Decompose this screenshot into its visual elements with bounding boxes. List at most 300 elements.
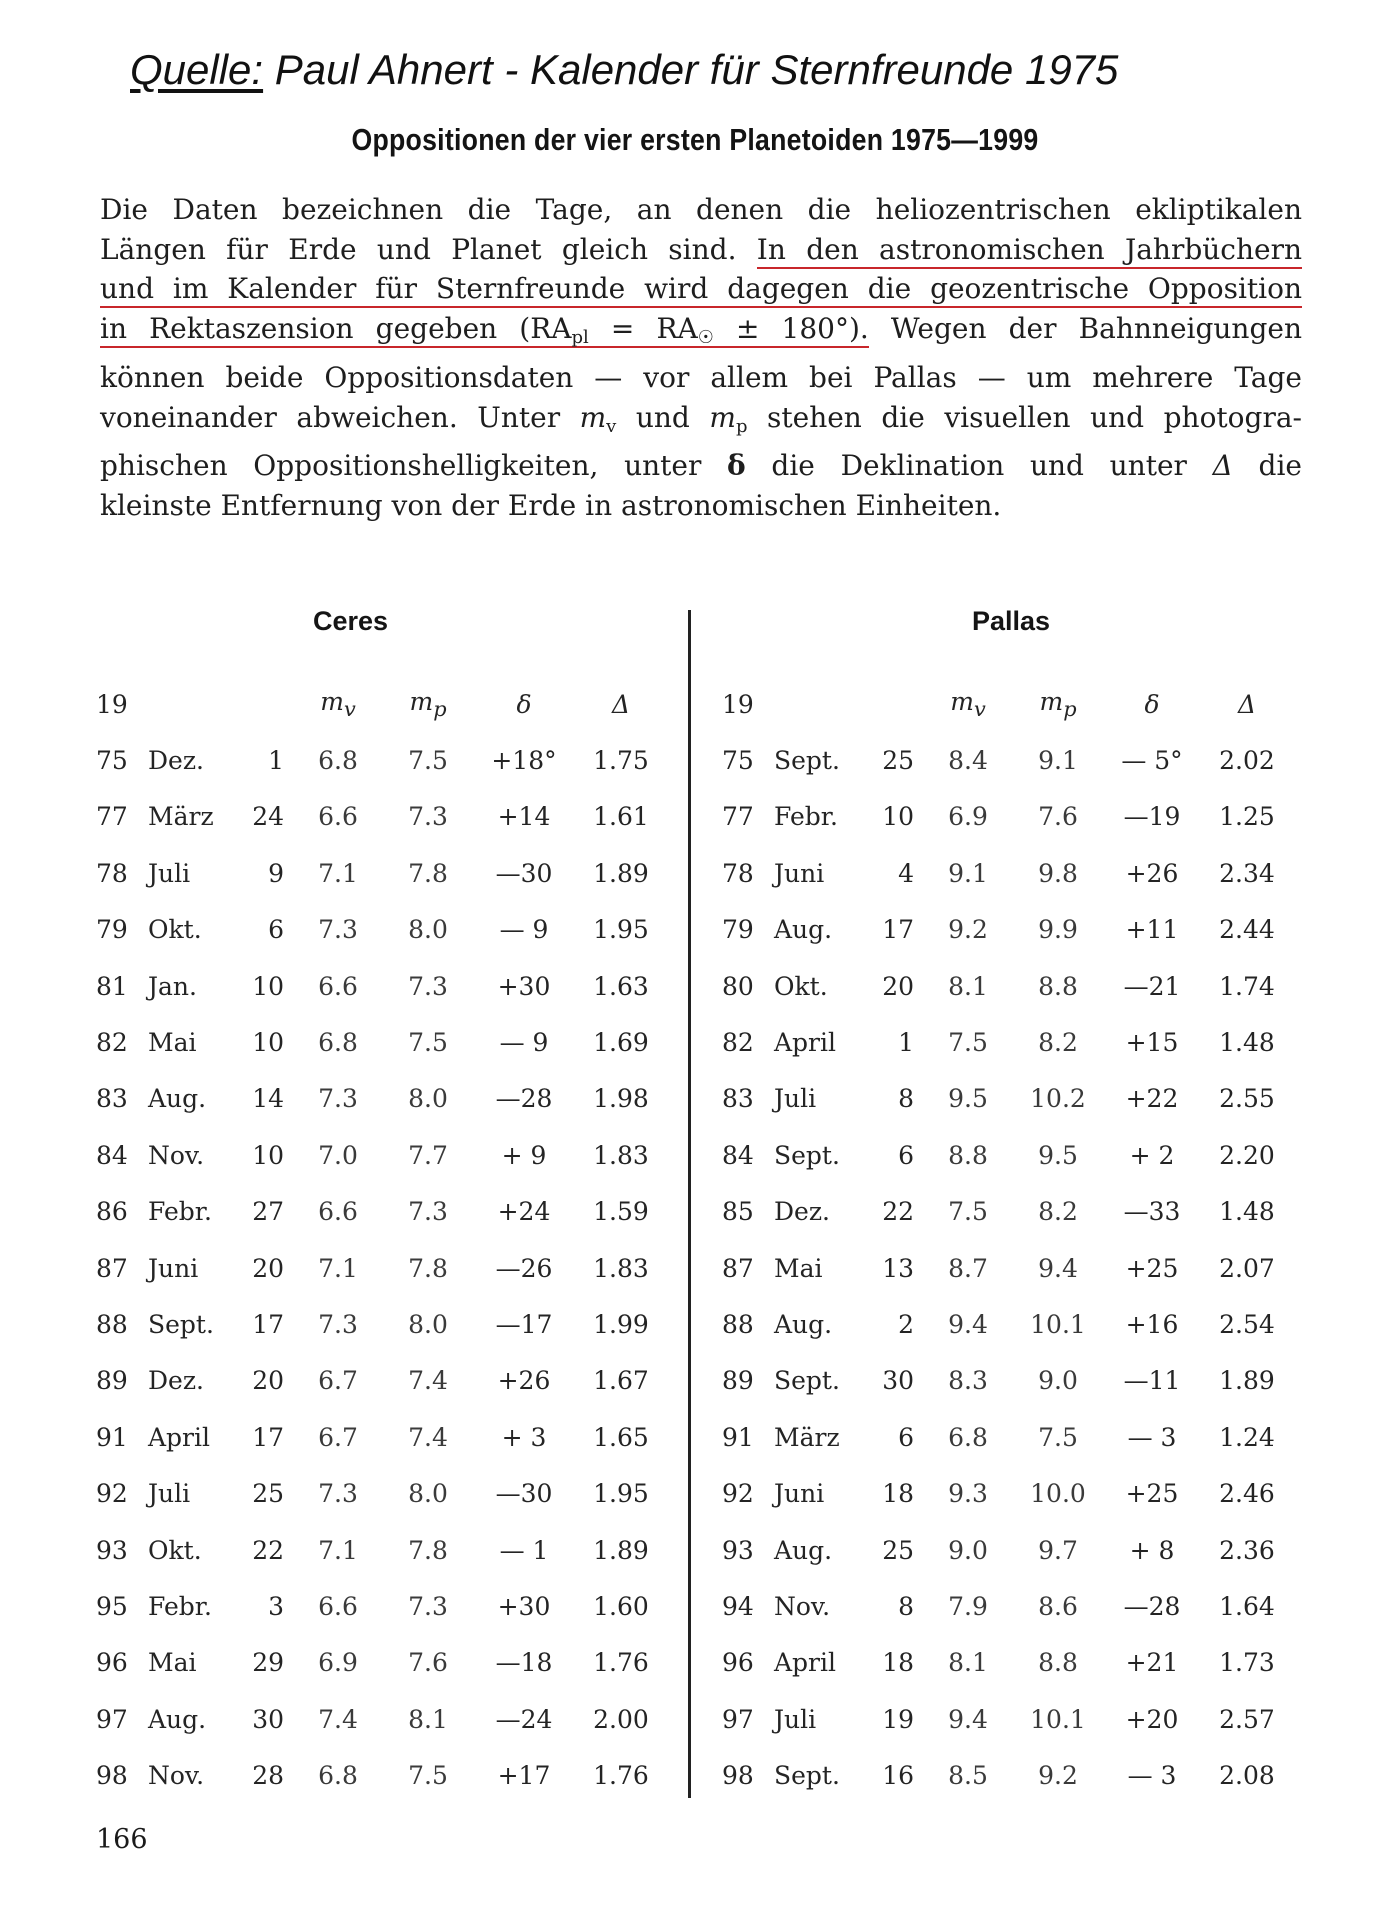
mp-cell: 8.0: [408, 1309, 448, 1339]
distance-cell: 2.02: [1219, 746, 1275, 776]
century-header: 19: [96, 689, 128, 719]
declination-cell: +17: [497, 1761, 551, 1791]
month-cell: Febr.: [774, 802, 838, 832]
table-row: [96, 1127, 666, 1183]
month-cell: Aug.: [148, 1704, 207, 1734]
intro-line: [100, 230, 1302, 270]
mv-header: $m_v$: [320, 687, 356, 722]
month-cell: April: [148, 1422, 210, 1452]
declination-cell: —26: [495, 1253, 553, 1283]
source-label: Quelle:: [130, 46, 264, 93]
distance-cell: 1.60: [593, 1591, 649, 1621]
distance-cell: 1.95: [593, 1479, 649, 1509]
distance-cell: 1.89: [1219, 1366, 1275, 1396]
year-cell: 83: [722, 1084, 754, 1114]
mp-cell: 9.0: [1038, 1366, 1078, 1396]
month-cell: Aug.: [774, 915, 833, 945]
mp-cell: 10.0: [1030, 1479, 1086, 1509]
declination-cell: +26: [497, 1366, 551, 1396]
mv-cell: 8.3: [948, 1366, 988, 1396]
month-cell: Sept.: [774, 1140, 840, 1170]
table-row: [96, 1184, 666, 1240]
intro-line: kleinste Entfernung von der Erde in astronomischen Einheiten.: [100, 488, 1002, 522]
table-row: [722, 1127, 1292, 1183]
intro-line: [100, 398, 1302, 447]
table-row: [96, 1522, 666, 1578]
intro-text: Längen für Erde und Planet gleich sind.: [100, 232, 737, 266]
month-cell: Okt.: [774, 971, 828, 1001]
table-row: [722, 845, 1292, 901]
symbol-mp: m: [709, 400, 736, 434]
year-cell: 87: [722, 1253, 754, 1283]
subscript: p: [735, 415, 748, 437]
page-number: 166: [96, 1824, 148, 1855]
distance-cell: 2.07: [1219, 1253, 1275, 1283]
pallas-header-row: [722, 676, 1292, 732]
mp-header: $m_p$: [409, 687, 447, 722]
day-cell: 22: [252, 1535, 284, 1565]
mv-cell: 8.7: [948, 1253, 988, 1283]
year-cell: 98: [96, 1761, 128, 1791]
page-title: Oppositionen der vier ersten Planetoiden 1975—1999: [351, 122, 1039, 157]
year-cell: 95: [96, 1591, 128, 1621]
year-cell: 82: [722, 1028, 754, 1058]
year-cell: 96: [96, 1648, 128, 1678]
table-row: [96, 958, 666, 1014]
month-cell: Jan.: [148, 971, 197, 1001]
mp-cell: 9.5: [1038, 1140, 1078, 1170]
day-cell: 3: [268, 1591, 284, 1621]
declination-cell: —11: [1123, 1366, 1181, 1396]
year-cell: 92: [722, 1479, 754, 1509]
year-cell: 84: [96, 1140, 128, 1170]
day-cell: 17: [252, 1422, 284, 1452]
mp-cell: 10.1: [1030, 1704, 1086, 1734]
month-cell: Nov.: [774, 1591, 831, 1621]
month-cell: Febr.: [148, 1197, 212, 1227]
mp-cell: 7.4: [408, 1366, 448, 1396]
intro-line: [100, 269, 1302, 309]
intro-text: und: [616, 400, 710, 434]
mp-cell: 8.0: [408, 915, 448, 945]
table-row: [96, 732, 666, 788]
mp-cell: 8.8: [1038, 971, 1078, 1001]
mp-cell: 10.1: [1030, 1309, 1086, 1339]
declination-cell: — 9: [499, 915, 549, 945]
year-cell: 88: [722, 1309, 754, 1339]
year-cell: 92: [96, 1479, 128, 1509]
declination-cell: +14: [497, 802, 551, 832]
symbol-mv: m: [579, 400, 607, 434]
mp-cell: 7.3: [408, 971, 448, 1001]
distance-cell: 2.57: [1219, 1704, 1275, 1734]
declination-cell: +25: [1125, 1479, 1179, 1509]
day-cell: 22: [882, 1197, 914, 1227]
table-row: [96, 845, 666, 901]
mv-cell: 8.8: [948, 1140, 988, 1170]
intro-text: in Rektaszension gegeben (RA: [100, 312, 572, 346]
mv-cell: 6.7: [318, 1422, 358, 1452]
day-cell: 27: [252, 1197, 284, 1227]
mv-cell: 9.5: [948, 1084, 988, 1114]
day-cell: 10: [252, 1140, 284, 1170]
day-cell: 18: [882, 1648, 914, 1678]
month-cell: Sept.: [148, 1309, 214, 1339]
year-cell: 84: [722, 1140, 754, 1170]
table-row: [722, 1635, 1292, 1691]
day-cell: 25: [882, 1535, 914, 1565]
year-cell: 89: [96, 1366, 128, 1396]
month-cell: Juli: [774, 1084, 817, 1114]
day-cell: 6: [898, 1140, 914, 1170]
intro-text: stehen die visuellen und photogra-: [747, 400, 1303, 434]
day-cell: 18: [882, 1479, 914, 1509]
distance-cell: 2.46: [1219, 1479, 1275, 1509]
mp-cell: 7.3: [408, 802, 448, 832]
distance-cell: 1.67: [593, 1366, 649, 1396]
year-cell: 86: [96, 1197, 128, 1227]
mp-cell: 8.2: [1038, 1197, 1078, 1227]
intro-text: phischen Oppositionshelligkeiten, unter: [100, 449, 728, 483]
mv-cell: 7.4: [318, 1704, 358, 1734]
mv-cell: 6.8: [318, 1761, 358, 1791]
day-cell: 16: [882, 1761, 914, 1791]
mv-cell: 9.4: [948, 1704, 988, 1734]
declination-cell: +18°: [491, 746, 557, 776]
declination-cell: +20: [1125, 1704, 1179, 1734]
table-row: [96, 1240, 666, 1296]
ceres-table: [96, 676, 666, 1804]
table-row: [96, 1465, 666, 1521]
mv-cell: 9.2: [948, 915, 988, 945]
declination-cell: — 3: [1127, 1761, 1177, 1791]
month-cell: April: [774, 1028, 836, 1058]
day-cell: 19: [882, 1704, 914, 1734]
month-cell: Juni: [774, 1479, 825, 1509]
month-cell: Febr.: [148, 1591, 212, 1621]
day-cell: 17: [252, 1309, 284, 1339]
day-cell: 29: [252, 1648, 284, 1678]
table-row: [722, 1691, 1292, 1747]
table-row: [96, 902, 666, 958]
year-cell: 93: [722, 1535, 754, 1565]
year-cell: 89: [722, 1366, 754, 1396]
mv-cell: 7.5: [948, 1197, 988, 1227]
year-cell: 97: [96, 1704, 128, 1734]
month-cell: Okt.: [148, 915, 202, 945]
month-cell: Nov.: [148, 1761, 205, 1791]
month-cell: Mai: [148, 1028, 197, 1058]
mp-cell: 7.5: [408, 746, 448, 776]
declination-cell: — 3: [1127, 1422, 1177, 1452]
symbol-delta: δ: [727, 449, 746, 483]
day-cell: 30: [882, 1366, 914, 1396]
source-citation: [130, 46, 1118, 94]
mp-cell: 8.6: [1038, 1591, 1078, 1621]
mp-cell: 7.6: [408, 1648, 448, 1678]
day-cell: 17: [882, 915, 914, 945]
mp-cell: 7.5: [408, 1028, 448, 1058]
table-row: [722, 1014, 1292, 1070]
mp-cell: 9.2: [1038, 1761, 1078, 1791]
mv-cell: 9.0: [948, 1535, 988, 1565]
declination-cell: — 1: [499, 1535, 549, 1565]
mv-cell: 6.9: [318, 1648, 358, 1678]
underlined-text: [100, 312, 869, 348]
table-row: [722, 1409, 1292, 1465]
month-cell: Aug.: [148, 1084, 207, 1114]
mv-cell: 8.5: [948, 1761, 988, 1791]
distance-cell: 1.64: [1219, 1591, 1275, 1621]
table-row: [96, 1747, 666, 1803]
year-cell: 78: [96, 858, 128, 888]
delta-header: δ: [516, 689, 532, 719]
table-row: [96, 1578, 666, 1634]
distance-cell: 1.89: [593, 858, 649, 888]
mv-cell: 9.1: [948, 858, 988, 888]
subscript: v: [606, 415, 617, 437]
mp-cell: 7.8: [408, 1253, 448, 1283]
table-row: [96, 789, 666, 845]
mv-cell: 7.5: [948, 1028, 988, 1058]
day-cell: 10: [252, 1028, 284, 1058]
mv-cell: 8.1: [948, 971, 988, 1001]
table-row: [96, 1409, 666, 1465]
year-cell: 77: [96, 802, 128, 832]
mv-cell: 8.4: [948, 746, 988, 776]
symbol-Delta: Δ: [1212, 449, 1233, 483]
day-cell: 24: [252, 802, 284, 832]
mv-cell: 6.8: [318, 746, 358, 776]
mp-cell: 10.2: [1030, 1084, 1086, 1114]
table-row: [96, 1071, 666, 1127]
intro-line: [100, 446, 1302, 486]
month-cell: Sept.: [774, 746, 840, 776]
year-cell: 93: [96, 1535, 128, 1565]
declination-cell: +30: [497, 1591, 551, 1621]
distance-cell: 1.76: [593, 1648, 649, 1678]
month-cell: Juni: [148, 1253, 199, 1283]
mp-cell: 9.7: [1038, 1535, 1078, 1565]
month-cell: Juli: [148, 858, 191, 888]
mv-cell: 6.6: [318, 971, 358, 1001]
day-cell: 2: [898, 1309, 914, 1339]
mp-cell: 7.3: [408, 1197, 448, 1227]
month-cell: März: [774, 1422, 840, 1452]
declination-cell: + 8: [1129, 1535, 1175, 1565]
month-cell: Aug.: [774, 1535, 833, 1565]
month-cell: März: [148, 802, 214, 832]
declination-cell: +26: [1125, 858, 1179, 888]
mp-cell: 8.0: [408, 1084, 448, 1114]
day-cell: 1: [268, 746, 284, 776]
mp-cell: 8.0: [408, 1479, 448, 1509]
mp-cell: 7.7: [408, 1140, 448, 1170]
table-row: [722, 1071, 1292, 1127]
mv-cell: 9.4: [948, 1309, 988, 1339]
pallas-title: Pallas: [972, 606, 1051, 636]
day-cell: 25: [252, 1479, 284, 1509]
table-row: [96, 1635, 666, 1691]
century-header: 19: [722, 689, 754, 719]
year-cell: 83: [96, 1084, 128, 1114]
declination-cell: + 2: [1129, 1140, 1175, 1170]
month-cell: Sept.: [774, 1366, 840, 1396]
intro-text: die: [1232, 449, 1302, 483]
mv-cell: 7.9: [948, 1591, 988, 1621]
declination-cell: —19: [1123, 802, 1181, 832]
distance-cell: 1.83: [593, 1140, 649, 1170]
month-cell: Mai: [774, 1253, 823, 1283]
distance-cell: 1.25: [1219, 802, 1275, 832]
pallas-table: [722, 676, 1292, 1804]
day-cell: 4: [898, 858, 914, 888]
month-cell: Dez.: [148, 746, 204, 776]
mp-cell: 9.4: [1038, 1253, 1078, 1283]
mp-cell: 7.3: [408, 1591, 448, 1621]
year-cell: 87: [96, 1253, 128, 1283]
mv-cell: 6.6: [318, 802, 358, 832]
declination-cell: — 5°: [1121, 746, 1183, 776]
day-cell: 13: [882, 1253, 914, 1283]
mp-cell: 9.8: [1038, 858, 1078, 888]
mp-cell: 9.9: [1038, 915, 1078, 945]
ceres-header-row: [96, 676, 666, 732]
mp-cell: 7.8: [408, 1535, 448, 1565]
distance-cell: 1.98: [593, 1084, 649, 1114]
month-cell: Dez.: [148, 1366, 204, 1396]
subscript: pl: [571, 327, 589, 349]
distance-cell: 1.24: [1219, 1422, 1275, 1452]
distance-cell: 2.20: [1219, 1140, 1275, 1170]
distance-cell: 1.95: [593, 915, 649, 945]
declination-cell: +25: [1125, 1253, 1179, 1283]
year-cell: 75: [96, 746, 128, 776]
table-row: [722, 1240, 1292, 1296]
declination-cell: +15: [1125, 1028, 1179, 1058]
declination-cell: + 9: [501, 1140, 547, 1170]
year-cell: 77: [722, 802, 754, 832]
year-cell: 88: [96, 1309, 128, 1339]
year-cell: 97: [722, 1704, 754, 1734]
mv-cell: 7.1: [318, 1253, 358, 1283]
day-cell: 20: [252, 1253, 284, 1283]
mp-cell: 9.1: [1038, 746, 1078, 776]
mv-cell: 7.0: [318, 1140, 358, 1170]
distance-cell: 2.34: [1219, 858, 1275, 888]
mp-header: $m_p$: [1039, 687, 1077, 722]
declination-cell: —33: [1123, 1197, 1181, 1227]
day-cell: 6: [268, 915, 284, 945]
intro-text: = RA: [588, 312, 698, 346]
mv-header: $m_v$: [950, 687, 986, 722]
declination-cell: —17: [495, 1309, 553, 1339]
table-row: [96, 1014, 666, 1070]
table-row: [96, 1691, 666, 1747]
month-cell: Nov.: [148, 1140, 205, 1170]
declination-cell: —28: [1123, 1591, 1181, 1621]
distance-cell: 1.74: [1219, 971, 1275, 1001]
ceres-title: Ceres: [313, 606, 389, 636]
intro-text: ± 180°).: [713, 312, 869, 346]
distance-cell: 1.69: [593, 1028, 649, 1058]
declination-cell: —30: [495, 858, 553, 888]
distance-cell: 1.99: [593, 1309, 649, 1339]
mv-cell: 7.3: [318, 1479, 358, 1509]
distance-cell: 2.08: [1219, 1761, 1275, 1791]
day-cell: 8: [898, 1084, 914, 1114]
month-cell: Mai: [148, 1648, 197, 1678]
declination-cell: —21: [1123, 971, 1181, 1001]
declination-cell: —30: [495, 1479, 553, 1509]
table-row: [722, 1747, 1292, 1803]
distance-cell: 1.48: [1219, 1197, 1275, 1227]
mp-cell: 8.8: [1038, 1648, 1078, 1678]
distance-cell: 1.73: [1219, 1648, 1275, 1678]
intro-text: die Deklination und unter: [745, 449, 1213, 483]
table-row: [722, 902, 1292, 958]
mv-cell: 6.9: [948, 802, 988, 832]
year-cell: 94: [722, 1591, 754, 1621]
distance-cell: 1.48: [1219, 1028, 1275, 1058]
year-cell: 80: [722, 971, 754, 1001]
month-cell: Juli: [774, 1704, 817, 1734]
table-row: [722, 958, 1292, 1014]
mv-cell: 7.3: [318, 1309, 358, 1339]
distance-cell: 2.44: [1219, 915, 1275, 945]
underlined-text: und im Kalender für Sternfreunde wird dagegen die geozentrische Opposition: [100, 272, 1302, 308]
declination-cell: +11: [1125, 915, 1179, 945]
year-cell: 91: [722, 1422, 754, 1452]
year-cell: 75: [722, 746, 754, 776]
distance-cell: 2.36: [1219, 1535, 1275, 1565]
year-cell: 79: [722, 915, 754, 945]
column-divider: [688, 610, 691, 1798]
mv-cell: 7.1: [318, 858, 358, 888]
mp-cell: 7.4: [408, 1422, 448, 1452]
mv-cell: 6.6: [318, 1197, 358, 1227]
year-cell: 96: [722, 1648, 754, 1678]
distance-cell: 1.63: [593, 971, 649, 1001]
month-cell: Juni: [774, 858, 825, 888]
distance-cell: 1.76: [593, 1761, 649, 1791]
day-cell: 25: [882, 746, 914, 776]
mp-cell: 8.1: [408, 1704, 448, 1734]
mv-cell: 6.8: [318, 1028, 358, 1058]
mp-cell: 7.8: [408, 858, 448, 888]
declination-cell: —18: [495, 1648, 553, 1678]
Delta-header: Δ: [1237, 689, 1257, 719]
table-row: [722, 1353, 1292, 1409]
day-cell: 20: [882, 971, 914, 1001]
sun-symbol: ☉: [697, 327, 714, 349]
year-cell: 85: [722, 1197, 754, 1227]
month-cell: Okt.: [148, 1535, 202, 1565]
declination-cell: —24: [495, 1704, 553, 1734]
day-cell: 10: [882, 802, 914, 832]
mp-cell: 7.6: [1038, 802, 1078, 832]
day-cell: 8: [898, 1591, 914, 1621]
mv-cell: 7.3: [318, 1084, 358, 1114]
underlined-text: In den astronomischen Jahrbüchern: [757, 233, 1302, 269]
day-cell: 28: [252, 1761, 284, 1791]
year-cell: 78: [722, 858, 754, 888]
day-cell: 1: [898, 1028, 914, 1058]
month-cell: Aug.: [774, 1309, 833, 1339]
intro-line: Die Daten bezeichnen die Tage, an denen die heliozentrischen ekliptikalen: [100, 193, 1302, 226]
declination-cell: +22: [1125, 1084, 1179, 1114]
year-cell: 91: [96, 1422, 128, 1452]
